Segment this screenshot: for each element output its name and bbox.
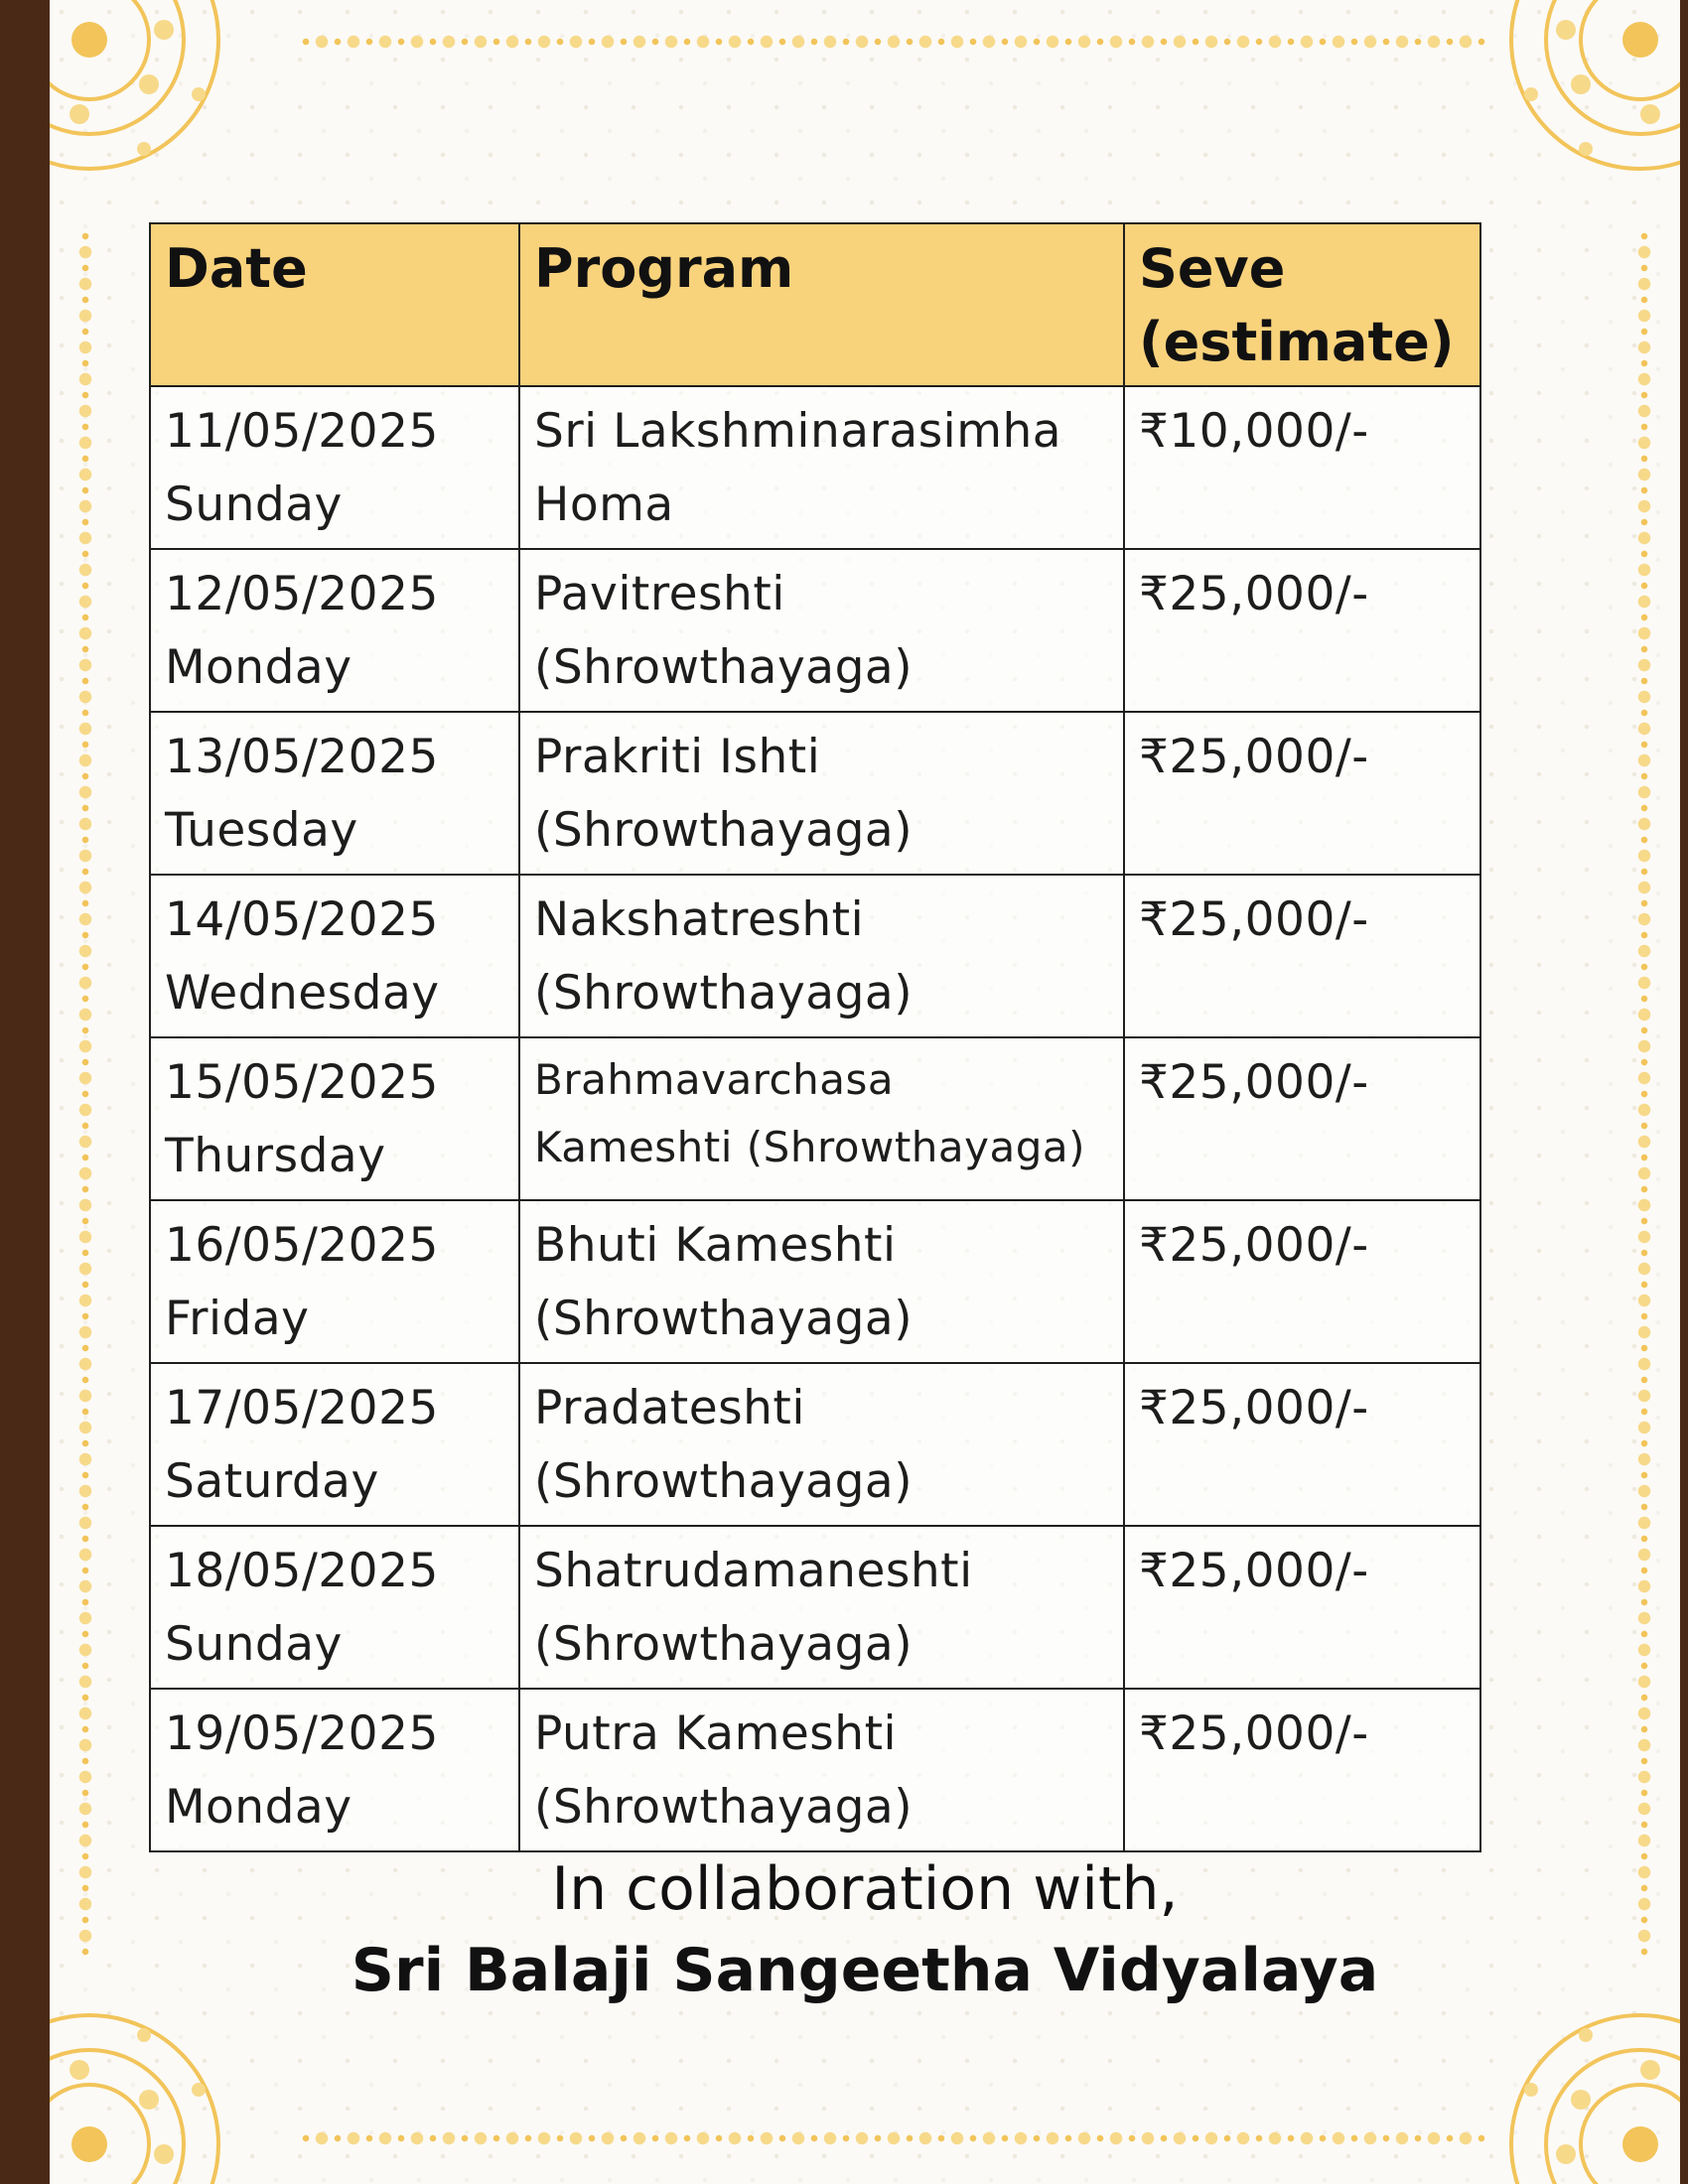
seve-cell: ₹25,000/-: [1124, 1363, 1480, 1526]
corner-mandala-ornament: [1481, 0, 1680, 199]
table-row: [150, 875, 1480, 1037]
date-cell: 14/05/2025 Wednesday: [150, 875, 519, 1037]
program-cell: Prakriti Ishti (Shrowthayaga): [519, 712, 1124, 875]
table-row: [150, 1363, 1480, 1526]
table-row: [150, 1526, 1480, 1689]
program-cell: Brahmavarchasa Kameshti (Shrowthayaga): [519, 1037, 1124, 1200]
seve-cell: ₹25,000/-: [1124, 712, 1480, 875]
table-row: [150, 549, 1480, 712]
corner-mandala-ornament: [50, 0, 248, 199]
collaboration-text: In collaboration with,: [551, 1854, 1179, 1924]
program-schedule-table: [149, 222, 1481, 1852]
date-cell: 12/05/2025 Monday: [150, 549, 519, 712]
header-date: Date: [150, 223, 519, 386]
table-row: [150, 1200, 1480, 1363]
date-cell: 17/05/2025 Saturday: [150, 1363, 519, 1526]
seve-cell: ₹25,000/-: [1124, 875, 1480, 1037]
date-cell: 18/05/2025 Sunday: [150, 1526, 519, 1689]
corner-mandala-ornament: [1481, 1985, 1680, 2184]
date-cell: 16/05/2025 Friday: [150, 1200, 519, 1363]
seve-cell: ₹25,000/-: [1124, 549, 1480, 712]
table-row: [150, 1037, 1480, 1200]
table-row: [150, 712, 1480, 875]
program-cell: Pavitreshti (Shrowthayaga): [519, 549, 1124, 712]
program-cell: Bhuti Kameshti (Shrowthayaga): [519, 1200, 1124, 1363]
program-cell: Shatrudamaneshti (Shrowthayaga): [519, 1526, 1124, 1689]
header-program: Program: [519, 223, 1124, 386]
table-row: [150, 386, 1480, 549]
decorative-border-left: [77, 228, 93, 1956]
left-edge-band: [0, 0, 50, 2184]
decorative-border-top: [298, 34, 1489, 50]
date-cell: 19/05/2025 Monday: [150, 1689, 519, 1851]
seve-cell: ₹25,000/-: [1124, 1200, 1480, 1363]
seve-cell: ₹25,000/-: [1124, 1526, 1480, 1689]
corner-mandala-ornament: [50, 1985, 248, 2184]
right-edge-band: [1680, 0, 1688, 2184]
collaborator-name: Sri Balaji Sangeetha Vidyalaya: [351, 1936, 1379, 2005]
table-row: [150, 1689, 1480, 1851]
header-seve: Seve (estimate): [1124, 223, 1480, 386]
program-cell: Nakshatreshti (Shrowthayaga): [519, 875, 1124, 1037]
decorative-border-right: [1636, 228, 1652, 1956]
seve-cell: ₹25,000/-: [1124, 1037, 1480, 1200]
table-header-row: [150, 223, 1480, 386]
date-cell: 13/05/2025 Tuesday: [150, 712, 519, 875]
seve-cell: ₹10,000/-: [1124, 386, 1480, 549]
decorative-border-bottom: [298, 2130, 1489, 2146]
date-cell: 15/05/2025 Thursday: [150, 1037, 519, 1200]
program-cell: Pradateshti (Shrowthayaga): [519, 1363, 1124, 1526]
date-cell: 11/05/2025 Sunday: [150, 386, 519, 549]
program-cell: Sri Lakshminarasimha Homa: [519, 386, 1124, 549]
seve-cell: ₹25,000/-: [1124, 1689, 1480, 1851]
program-cell: Putra Kameshti (Shrowthayaga): [519, 1689, 1124, 1851]
